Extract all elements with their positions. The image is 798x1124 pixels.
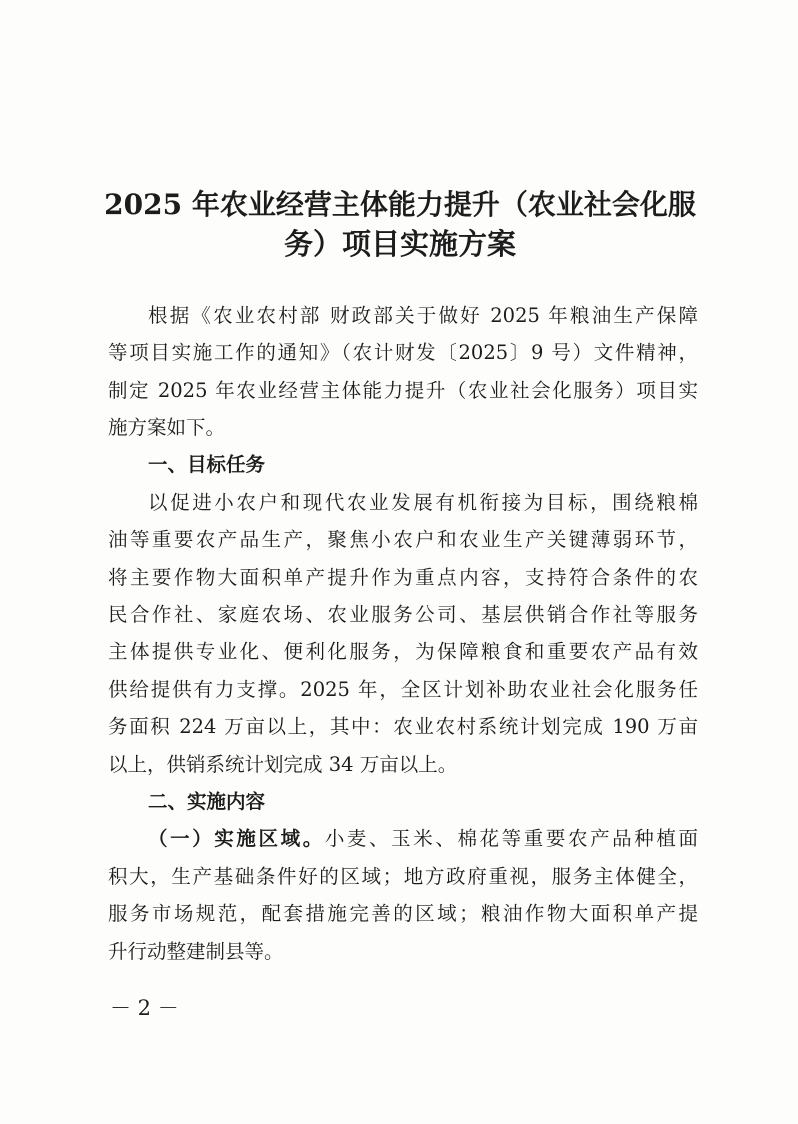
section-1-line-4: 民合作社、家庭农场、农业服务公司、基层供销合作社等服务 — [108, 603, 698, 626]
section-2-line-4: 升行动整建制县等。 — [108, 940, 284, 963]
section-2-line-2: 积大，生产基础条件好的区域；地方政府重视，服务主体健全， — [108, 865, 698, 888]
intro-line-3: 制定 2025 年农业经营主体能力提升（农业社会化服务）项目实 — [108, 379, 698, 402]
subsection-1-text: 小麦、玉米、棉花等重要农产品种植面 — [324, 827, 698, 850]
section-1-heading: 一、目标任务 — [148, 453, 266, 476]
section-1-line-8: 以上，供销系统计划完成 34 万亩以上。 — [108, 753, 458, 776]
section-1-line-5: 主体提供专业化、便利化服务，为保障粮食和重要农产品有效 — [108, 640, 698, 663]
section-2-line-1 — [148, 824, 698, 854]
section-1-line-2: 油等重要农产品生产，聚焦小农户和农业生产关键薄弱环节， — [108, 528, 698, 551]
intro-line-1: 根据《农业农村部 财政部关于做好 2025 年粮油生产保障 — [148, 304, 698, 327]
section-1-line-1: 以促进小农户和现代农业发展有机衔接为目标，围绕粮棉 — [148, 491, 698, 514]
section-1-line-3: 将主要作物大面积单产提升作为重点内容，支持符合条件的农 — [108, 566, 698, 589]
section-2-heading: 二、实施内容 — [148, 790, 266, 813]
subsection-1-label: （一）实施区域。 — [148, 827, 325, 850]
section-1-line-6: 供给提供有力支撑。2025 年，全区计划补助农业社会化服务任 — [108, 678, 698, 701]
intro-line-4: 施方案如下。 — [108, 416, 226, 439]
section-1-line-7: 务面积 224 万亩以上，其中：农业农村系统计划完成 190 万亩 — [108, 715, 698, 738]
section-2-line-3: 服务市场规范，配套措施完善的区域；粮油作物大面积单产提 — [108, 902, 698, 925]
document-title-line-2: 务）项目实施方案 — [283, 227, 516, 261]
page-number: － 2 － — [110, 996, 179, 1020]
document-title-line-1: 2025 年农业经营主体能力提升（农业社会化服 — [104, 188, 696, 221]
intro-line-2: 等项目实施工作的通知》（农计财发〔2025〕9 号）文件精神， — [108, 341, 698, 364]
